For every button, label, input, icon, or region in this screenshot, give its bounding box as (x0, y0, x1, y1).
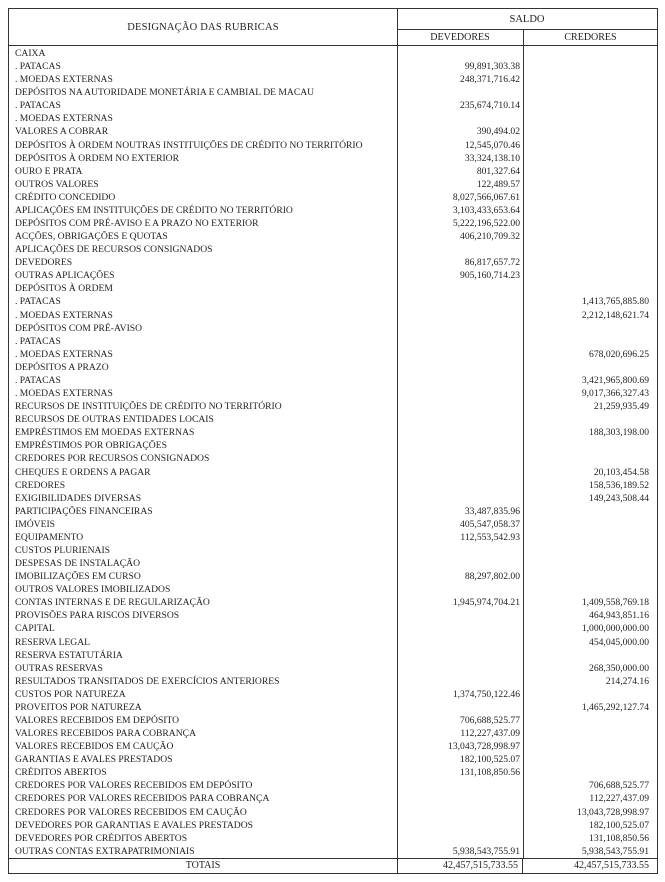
row-credores: 13,043,728,998.97 (577, 806, 649, 818)
row-label: EQUIPAMENTO (15, 531, 84, 543)
table-row (9, 47, 657, 60)
row-label: RESULTADOS TRANSITADOS DE EXERCÍCIOS ANTERIORES (15, 675, 280, 687)
row-label: CAIXA (15, 48, 46, 59)
balance-table (8, 8, 658, 874)
row-label: RESERVA ESTATUTÁRIA (15, 649, 123, 661)
row-label: VALORES A COBRAR (15, 126, 109, 138)
totals-credores: 42,457,515,733.55 (574, 860, 649, 871)
row-devedores: 706,688,525.77 (460, 714, 520, 726)
table-row (9, 165, 657, 178)
row-label: PROVISÕES PARA RISCOS DIVERSOS (15, 610, 180, 622)
table-row (9, 505, 657, 518)
row-label: . PATACAS (15, 296, 61, 308)
row-devedores: 235,674,710.14 (460, 100, 520, 112)
table-body (9, 47, 657, 858)
table-row (9, 361, 657, 374)
row-credores: 464,943,851.16 (589, 610, 649, 622)
table-row (9, 492, 657, 505)
table-row (9, 845, 657, 858)
table-row (9, 819, 657, 832)
totals-row (9, 858, 657, 873)
table-row (9, 649, 657, 662)
table-row (9, 309, 657, 322)
row-label: APLICAÇÕES EM INSTITUIÇÕES DE CRÉDITO NO TERRITÓRIO (15, 204, 293, 216)
row-label: . MOEDAS EXTERNAS (15, 74, 113, 86)
row-label: CUSTOS PLURIENAIS (15, 544, 110, 556)
table-row (9, 374, 657, 387)
totals-label: TOTAIS (9, 859, 398, 873)
row-label: . MOEDAS EXTERNAS (15, 309, 113, 321)
row-label: VALORES RECEBIDOS PARA COBRANÇA (15, 728, 196, 740)
table-row (9, 662, 657, 675)
table-row (9, 112, 657, 125)
table-row (9, 753, 657, 766)
row-label: DEPÓSITOS NA AUTORIDADE MONETÁRIA E CAMBIAL DE MACAU (15, 87, 315, 99)
row-devedores: 33,324,138.10 (464, 152, 520, 164)
table-row (9, 636, 657, 649)
table-row (9, 609, 657, 622)
row-label: EMPRÉSTIMOS EM MOEDAS EXTERNAS (15, 427, 195, 439)
row-devedores: 405,547,058.37 (460, 518, 520, 530)
row-label: OUTROS VALORES IMOBILIZADOS (15, 584, 171, 596)
row-label: DEPÓSITOS À ORDEM NO EXTERIOR (15, 152, 179, 164)
row-label: PROVEITOS POR NATUREZA (15, 701, 142, 713)
row-label: DEPÓSITOS À ORDEM (15, 283, 113, 295)
table-row (9, 779, 657, 792)
table-row (9, 269, 657, 282)
row-devedores: 5,222,196,522.00 (452, 218, 520, 230)
table-row (9, 596, 657, 609)
table-row (9, 714, 657, 727)
table-row (9, 727, 657, 740)
totals-devedores: 42,457,515,733.55 (398, 859, 523, 873)
row-credores: 21,259,935.49 (593, 401, 649, 413)
row-label: . PATACAS (15, 100, 61, 112)
row-devedores: 131,108,850.56 (460, 767, 520, 779)
row-credores: 678,020,696.25 (589, 348, 649, 360)
row-credores: 1,000,000,000.00 (581, 623, 649, 635)
table-row (9, 256, 657, 269)
table-row (9, 479, 657, 492)
row-label: OUTRAS CONTAS EXTRAPATRIMONIAIS (15, 845, 195, 857)
row-credores: 268,350,000.00 (589, 662, 649, 674)
table-row (9, 387, 657, 400)
row-label: . PATACAS (15, 335, 61, 347)
header-credores: CREDORES (564, 31, 617, 43)
row-credores: 214,274.16 (605, 675, 649, 687)
row-label: RECURSOS DE OUTRAS ENTIDADES LOCAIS (15, 414, 214, 426)
row-devedores: 112,553,542.93 (460, 531, 520, 543)
row-devedores: 86,817,657.72 (464, 257, 520, 269)
row-label: CAPITAL (15, 623, 55, 635)
row-credores: 454,045,000.00 (589, 636, 649, 648)
table-row (9, 622, 657, 635)
table-row (9, 178, 657, 191)
row-credores: 131,108,850.56 (589, 832, 649, 844)
row-credores: 3,421,965,800.69 (581, 374, 649, 386)
row-label: DEVEDORES POR GARANTIAS E AVALES PRESTADOS (15, 819, 253, 831)
table-row (9, 99, 657, 112)
table-row (9, 413, 657, 426)
row-label: . PATACAS (15, 374, 61, 386)
table-row (9, 439, 657, 452)
row-label: DEPÓSITOS COM PRÉ-AVISO E A PRAZO NO EXTERIOR (15, 218, 259, 230)
row-credores: 1,409,558,769.18 (581, 597, 649, 609)
row-credores: 2,212,148,621.74 (581, 309, 649, 321)
row-label: DEVEDORES (15, 257, 73, 269)
row-label: OUTROS VALORES (15, 178, 99, 190)
row-devedores: 13,043,728,998.97 (448, 741, 520, 753)
row-label: CREDORES POR VALORES RECEBIDOS PARA COBRANÇA (15, 793, 270, 805)
row-label: . MOEDAS EXTERNAS (15, 388, 113, 400)
row-label: CREDORES POR VALORES RECEBIDOS EM DEPÓSITO (15, 780, 253, 792)
row-devedores: 12,545,070.46 (464, 139, 520, 151)
table-row (9, 139, 657, 152)
row-credores: 706,688,525.77 (589, 780, 649, 792)
header-saldo: SALDO (397, 9, 657, 30)
table-row (9, 60, 657, 73)
row-devedores: 99,891,303.38 (464, 61, 520, 73)
row-credores: 1,413,765,885.80 (581, 296, 649, 308)
table-row (9, 518, 657, 531)
table-row (9, 152, 657, 165)
row-label: CREDORES (15, 479, 66, 491)
row-devedores: 1,945,974,704.21 (452, 597, 520, 609)
row-label: OUTRAS RESERVAS (15, 662, 103, 674)
row-label: PARTICIPAÇÕES FINANCEIRAS (15, 505, 153, 517)
row-devedores: 390,494.02 (476, 126, 520, 138)
row-devedores: 801,327.64 (476, 165, 520, 177)
table-row (9, 400, 657, 413)
row-devedores: 122,489.57 (476, 178, 520, 190)
row-label: IMÓVEIS (15, 518, 55, 530)
table-row (9, 295, 657, 308)
row-credores: 182,100,525.07 (589, 819, 649, 831)
row-label: OUTRAS APLICAÇÕES (15, 270, 115, 282)
header-devedores: DEVEDORES (397, 29, 524, 45)
row-label: GARANTIAS E AVALES PRESTADOS (15, 754, 173, 766)
row-devedores: 5,938,543,755.91 (452, 845, 520, 857)
table-row (9, 557, 657, 570)
row-label: DESPESAS DE INSTALAÇÃO (15, 558, 141, 570)
table-row (9, 806, 657, 819)
row-label: DEPÓSITOS A PRAZO (15, 361, 109, 373)
table-row (9, 452, 657, 465)
table-row (9, 466, 657, 479)
row-credores: 1,465,292,127.74 (581, 701, 649, 713)
table-row (9, 204, 657, 217)
table-row (9, 426, 657, 439)
row-devedores: 1,374,750,122.46 (452, 688, 520, 700)
row-label: VALORES RECEBIDOS EM DEPÓSITO (15, 714, 180, 726)
row-credores: 9,017,366,327.43 (581, 388, 649, 400)
row-credores: 112,227,437.09 (589, 793, 649, 805)
table-row (9, 125, 657, 138)
row-label: EMPRÉSTIMOS POR OBRIGAÇÕES (15, 440, 167, 452)
row-devedores: 88,297,802.00 (464, 571, 520, 583)
table-row (9, 570, 657, 583)
row-devedores: 33,487,835.96 (464, 505, 520, 517)
row-devedores: 3,103,433,653.64 (452, 204, 520, 216)
row-label: CUSTOS POR NATUREZA (15, 688, 126, 700)
row-label: CRÉDITOS ABERTOS (15, 767, 107, 779)
row-label: CONTAS INTERNAS E DE REGULARIZAÇÃO (15, 597, 210, 609)
row-devedores: 248,371,716.42 (460, 74, 520, 86)
row-label: EXIGIBILIDADES DIVERSAS (15, 492, 142, 504)
row-credores: 5,938,543,755.91 (581, 845, 649, 857)
table-row (9, 740, 657, 753)
row-label: . PATACAS (15, 61, 61, 73)
row-credores: 20,103,454.58 (593, 466, 649, 478)
row-devedores: 406,210,709.32 (460, 231, 520, 243)
row-label: . MOEDAS EXTERNAS (15, 348, 113, 360)
header-designacao: DESIGNAÇÃO DAS RUBRICAS (9, 9, 398, 45)
row-label: CRÉDITO CONCEDIDO (15, 191, 116, 203)
row-label: DEPÓSITOS À ORDEM NOUTRAS INSTITUIÇÕES DE CRÉDITO NO TERRITÓRIO (15, 139, 363, 151)
row-label: CREDORES POR VALORES RECEBIDOS EM CAUÇÃO (15, 806, 247, 818)
row-credores: 188,303,198.00 (589, 427, 649, 439)
table-row (9, 73, 657, 86)
table-row (9, 335, 657, 348)
row-label: CREDORES POR RECURSOS CONSIGNADOS (15, 453, 210, 465)
table-header (9, 9, 657, 46)
row-label: IMOBILIZAÇÕES EM CURSO (15, 571, 141, 583)
table-row (9, 583, 657, 596)
row-label: RECURSOS DE INSTITUIÇÕES DE CRÉDITO NO TERRITÓRIO (15, 401, 282, 413)
table-row (9, 243, 657, 256)
table-row (9, 191, 657, 204)
table-row (9, 531, 657, 544)
table-row (9, 544, 657, 557)
row-label: CHEQUES E ORDENS A PAGAR (15, 466, 151, 478)
table-row (9, 86, 657, 99)
table-row (9, 688, 657, 701)
table-row (9, 217, 657, 230)
table-row (9, 322, 657, 335)
table-row (9, 230, 657, 243)
row-label: APLICAÇÕES DE RECURSOS CONSIGNADOS (15, 244, 213, 256)
table-row (9, 701, 657, 714)
row-label: OURO E PRATA (15, 165, 83, 177)
row-devedores: 8,027,566,067.61 (452, 191, 520, 203)
row-label: VALORES RECEBIDOS EM CAUÇÃO (15, 741, 174, 753)
table-row (9, 675, 657, 688)
row-label: DEPÓSITOS COM PRÉ-AVISO (15, 322, 143, 334)
row-label: RESERVA LEGAL (15, 636, 91, 648)
row-devedores: 182,100,525.07 (460, 754, 520, 766)
row-devedores: 905,160,714.23 (460, 270, 520, 282)
row-credores: 149,243,508.44 (589, 492, 649, 504)
row-label: ACÇÕES, OBRIGAÇÕES E QUOTAS (15, 231, 168, 243)
table-row (9, 792, 657, 805)
table-row (9, 348, 657, 361)
row-devedores: 112,227,437.09 (460, 728, 520, 740)
table-row (9, 832, 657, 845)
row-label: . MOEDAS EXTERNAS (15, 113, 113, 125)
table-row (9, 766, 657, 779)
row-label: DEVEDORES POR CRÉDITOS ABERTOS (15, 832, 188, 844)
row-credores: 158,536,189.52 (589, 479, 649, 491)
table-row (9, 282, 657, 295)
